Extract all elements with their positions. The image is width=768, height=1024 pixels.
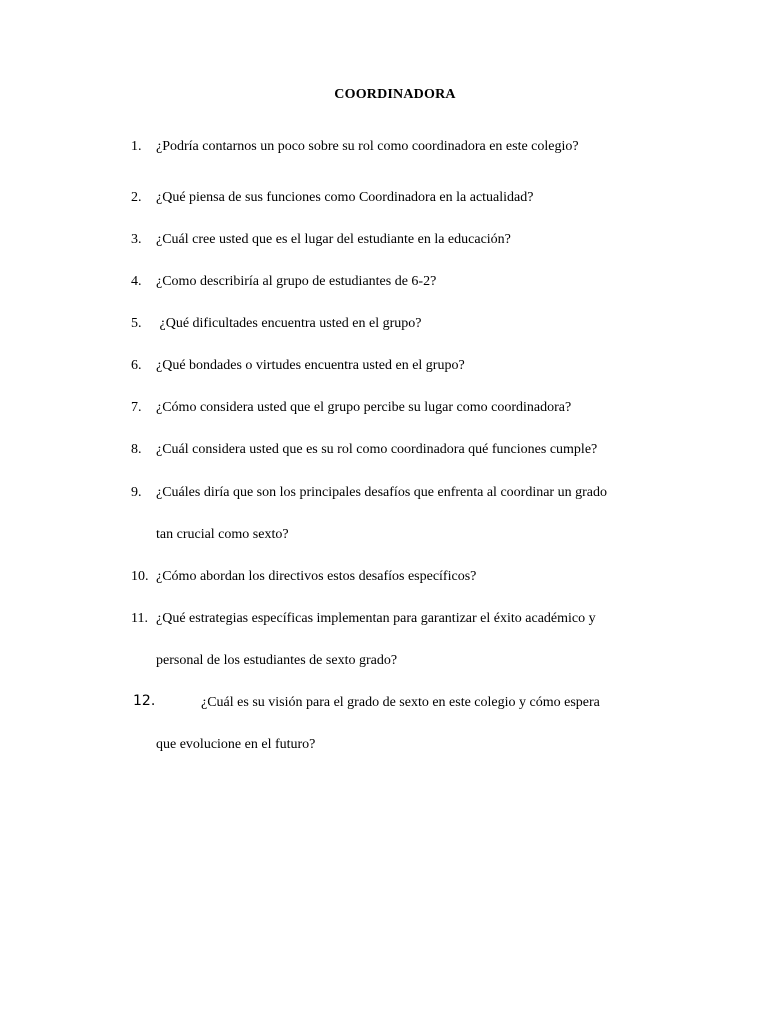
question-text: ¿Cuáles diría que son los principales desafíos que enfrenta al coordinar un grado xyxy=(156,485,607,500)
question-11-continuation: personal de los estudiantes de sexto grado? xyxy=(156,653,398,668)
question-number: 3. xyxy=(131,232,142,247)
question-text: ¿Cómo considera usted que el grupo percibe su lugar como coordinadora? xyxy=(156,400,572,415)
question-number: 12. xyxy=(133,693,156,709)
question-text: ¿Cómo abordan los directivos estos desafíos específicos? xyxy=(156,569,477,584)
question-number: 8. xyxy=(131,442,142,457)
document-title: COORDINADORA xyxy=(334,87,456,102)
question-text: ¿Cuál considera usted que es su rol como coordinadora qué funciones cumple? xyxy=(156,442,598,457)
question-text: ¿Podría contarnos un poco sobre su rol como coordinadora en este colegio? xyxy=(156,139,579,154)
question-12-continuation: que evolucione en el futuro? xyxy=(156,737,316,752)
question-text: ¿Qué piensa de sus funciones como Coordinadora en la actualidad? xyxy=(156,190,534,205)
question-number: 4. xyxy=(131,274,142,289)
question-number: 11. xyxy=(131,611,148,626)
question-number: 9. xyxy=(131,485,142,500)
question-text: ¿Como describiría al grupo de estudiantes de 6-2? xyxy=(156,274,437,289)
question-9-continuation: tan crucial como sexto? xyxy=(156,527,289,542)
question-text: ¿Cuál cree usted que es el lugar del estudiante en la educación? xyxy=(156,232,511,247)
question-text: ¿Qué dificultades encuentra usted en el grupo? xyxy=(156,316,422,331)
question-number: 2. xyxy=(131,190,142,205)
question-number: 7. xyxy=(131,400,142,415)
question-text: ¿Qué bondades o virtudes encuentra usted en el grupo? xyxy=(156,358,465,373)
question-number: 10. xyxy=(131,569,149,584)
question-number: 5. xyxy=(131,316,142,331)
question-number: 1. xyxy=(131,139,142,154)
question-text: ¿Qué estrategias específicas implementan para garantizar el éxito académico y xyxy=(156,611,596,626)
question-number: 6. xyxy=(131,358,142,373)
question-text: ¿Cuál es su visión para el grado de sexto en este colegio y cómo espera xyxy=(201,695,600,710)
